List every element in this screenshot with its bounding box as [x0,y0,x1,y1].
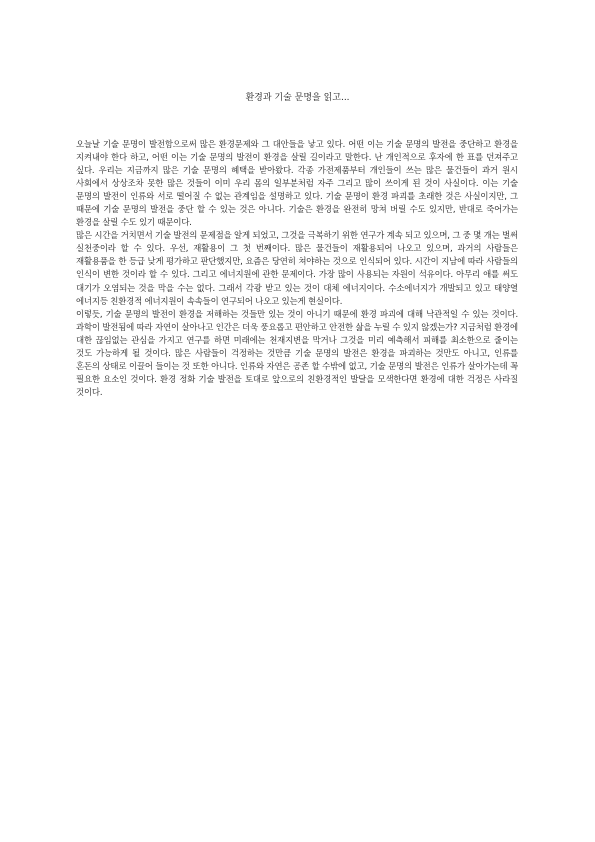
paragraph-1: 오늘날 기술 문명이 발전함으로써 많은 환경문제와 그 대안들을 낳고 있다. 어떤 이는 기술 문명의 발전을 중단하고 환경을 지켜내야 한다 하고, 어떤 이는 기술 문명의 발전이 환경을 살릴 길이라고 말한다. 난 개인적으로 후자에 한 표를 던져주고 싶다. 우리는 지금까지 많은 기술 문명의 혜택을 받아왔다. 각종 가전제품부터 개인들이 쓰는 많은 물건들이 과거 원시 사회에서 상상조차 못한 많은 것들이 이미 우리 몸의 일부분처럼 자주 그리고 많이 쓰이게 된 것이 사실이다. 이는 기술 문명의 발전이 인류와 서로 떨어질 수 없는 관계임을 설명하고 있다. 기술 문명이 환경 파괴를 초래한 것은 사실이지만, 그 때문에 기술 문명의 발전을 중단 할 수 있는 것은 아니다. 기술은 환경을 완전히 망쳐 버릴 수도 있지만, 반대로 죽어가는 환경을 살릴 수도 있기 때문이다. [76,139,518,228]
paragraph-2: 많은 시간을 거치면서 기술 발전의 문제점을 알게 되었고, 그것을 극복하기 위한 연구가 계속 되고 있으며, 그 중 몇 개는 벌써 실천중이라 할 수 있다. 우선, 재활용이 그 첫 번째이다. 많은 물건들이 재활용되어 나오고 있으며, 과거의 사람들은 재활용품을 한 등급 낮게 평가하고 판단했지만, 요즘은 당연히 쳐야하는 것으로 인식되어 있다. 시간이 지남에 따라 사람들의 인식이 변한 것이라 할 수 있다. 그리고 에너지원에 관한 문제이다. 가장 많이 사용되는 자원이 석유이다. 아무리 애를 써도 대기가 오염되는 것을 막을 수는 없다. 그래서 각광 받고 있는 것이 대체 에너지이다. 수소에너지가 개발되고 있고 태양열 에너지등 친환경적 에너지원이 속속들이 연구되어 나오고 있는게 현실이다. [76,230,518,306]
document-title: 환경과 기술 문명을 읽고... [245,93,350,103]
paragraph-3: 이렇듯, 기술 문명의 발전이 환경을 저해하는 것들만 있는 것이 아니기 때문에 환경 파괴에 대해 낙관적일 수 있는 것이다. 과학이 발전됨에 따라 자연이 살아나고 인간은 더욱 풍요롭고 편안하고 안전한 삶을 누릴 수 있지 않겠는가? 지금처럼 환경에 대한 끊임없는 관심을 가지고 연구를 하면 미래에는 천재지변을 막거나 그것을 미리 예측해서 피해를 최소한으로 줄이는 것도 가능하게 될 것이다. 많은 사람들이 걱정하는 것만큼 기술 문명의 발전은 환경을 파괴하는 것만도 아니고, 인류를 혼돈의 상태로 이끌어 들이는 것 또한 아니다. 인류와 자연은 공존 할 수밖에 없고, 기술 문명의 발전은 인류가 살아가는데 꼭 필요한 요소인 것이다. 환경 정화 기술 발전을 토대로 앞으로의 친환경적인 발달을 모색한다면 환경에 대한 걱정은 사라질 것이다. [76,308,518,397]
document-body [76,138,518,399]
